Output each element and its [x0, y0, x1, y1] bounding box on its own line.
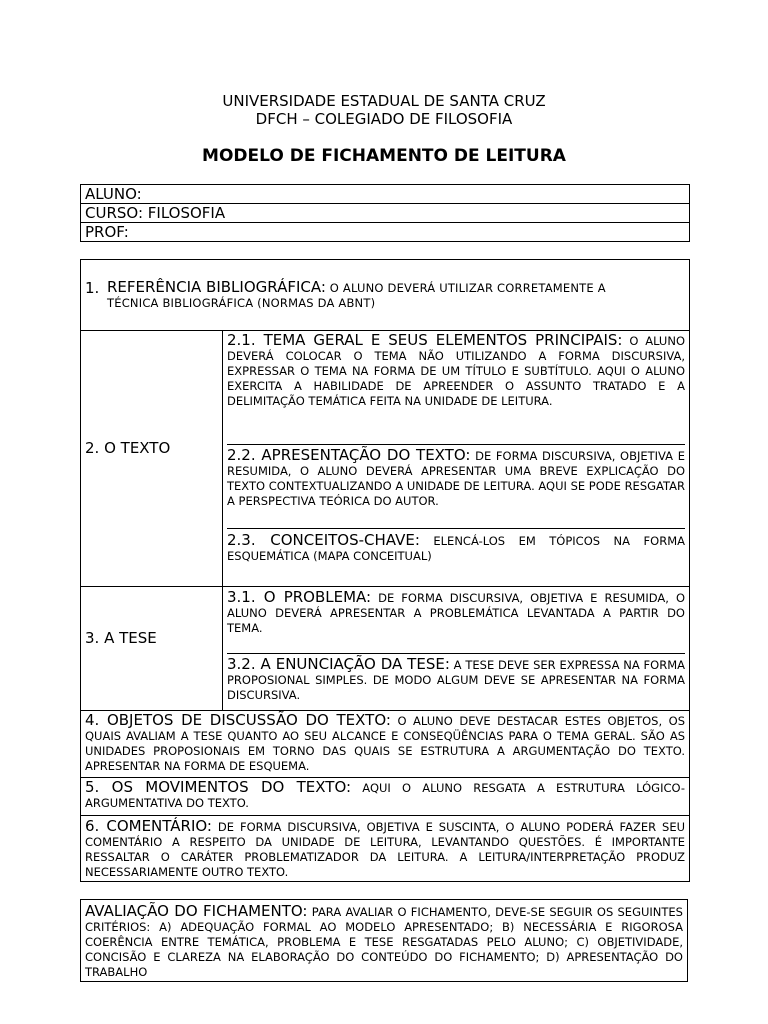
section-label: 5. OS MOVIMENTOS DO TEXTO: [85, 778, 352, 796]
subsection-label: 2.2. APRESENTAÇÃO DO TEXTO: [227, 446, 471, 464]
section-label: 6. COMENTÁRIO: [85, 817, 212, 835]
section-thesis [81, 586, 689, 710]
section-text: O ALUNO DEVE DESTACAR ESTES OBJETOS, OS QUAIS AVALIAM A TESE QUANTO AO SEU ALCANCE E CONSEQÜÊNCIAS PARA O TEMA GERAL. SÃO AS UNIDADES PROPOSIONAIS EM TORNO DAS QUAIS SE ESTRUTURA A ARGUMENTAÇÃO DO TEXTO. APRESENTAR NA FORMA DE ESQUEMA. [85, 714, 685, 773]
section-label: 3. A TESE [85, 629, 157, 647]
department-name: DFCH – COLEGIADO DE FILOSOFIA [255, 110, 513, 128]
professor-field[interactable]: PROF: [85, 223, 129, 241]
subsection-text: DE FORMA DISCURSIVA, OBJETIVA E RESUMIDA, O ALUNO DEVERÁ APRESENTAR UMA BREVE EXPLICAÇÃO DO TEXTO CONTEXTUALIZANDO A UNIDADE DE LEITURA. AQUI SE PODE RESGATAR A PERSPECTIVA TEÓRICA DO AUTOR. [227, 449, 685, 508]
section-text-continued: TÉCNICA BIBLIOGRÁFICA (NORMAS DA ABNT) [107, 296, 376, 310]
section-commentary [81, 815, 689, 881]
subsection-label: 3.2. A ENUNCIAÇÃO DA TESE: [227, 655, 450, 673]
subsection-problem [227, 590, 685, 636]
evaluation-box [80, 899, 688, 982]
section-text: AQUI O ALUNO RESGATA A ESTRUTURA LÓGICO-ARGUMENTATIVA DO TEXTO. [85, 781, 686, 810]
section-label: 4. OBJETOS DE DISCUSSÃO DO TEXTO: [85, 711, 391, 729]
subsection-thesis-statement [227, 657, 685, 703]
student-info-table [80, 184, 690, 242]
section-label: 2. O TEXTO [85, 439, 171, 457]
section-text [81, 330, 689, 586]
subsection-text: A TESE DEVE SER EXPRESSA NA FORMA PROPOSIONAL SIMPLES. DE MODO ALGUM DEVE SE APRESENTAR NA FORMA DISCURSIVA. [227, 658, 685, 702]
divider [227, 444, 685, 445]
subsection-theme [227, 333, 685, 409]
section-label-cell [81, 587, 223, 710]
evaluation-text: PARA AVALIAR O FICHAMENTO, DEVE-SE SEGUIR OS SEGUINTES CRITÉRIOS: A) ADEQUAÇÃO FORMAL AO MODELO APRESENTADO; B) NECESSÁRIA E RIGOROSA COERÊNCIA ENTRE TEMÁTICA, PROBLEMA E TESE RESGATADAS PELO ALUNO; C) OBJETIVIDADE, CONCISÃO E CLAREZA NA ELABORAÇÃO DO CONTEÚDO DO FICHAMENTO; D) APRESENTAÇÃO DO TRABALHO [85, 905, 683, 979]
subsection-label: 3.1. O PROBLEMA: [227, 588, 372, 606]
section-discussion-objects [81, 710, 689, 777]
subsection-presentation [227, 448, 685, 509]
section-number: 1. [85, 279, 100, 297]
university-name: UNIVERSIDADE ESTADUAL DE SANTA CRUZ [222, 92, 546, 110]
section-reference [81, 260, 689, 330]
subsection-label: 2.1. TEMA GERAL E SEUS ELEMENTOS PRINCIPAIS: [227, 331, 623, 349]
evaluation-label: AVALIAÇÃO DO FICHAMENTO: [85, 902, 308, 920]
divider [227, 528, 685, 529]
section-text-movements [81, 777, 689, 815]
divider [227, 653, 685, 654]
section-label: REFERÊNCIA BIBLIOGRÁFICA: [107, 278, 326, 296]
subsection-key-concepts [227, 533, 685, 564]
subsection-label: 2.3. CONCEITOS-CHAVE: [227, 531, 420, 549]
section-label-cell [81, 331, 223, 586]
subsection-text: ELENCÁ-LOS EM TÓPICOS NA FORMA ESQUEMÁTICA (MAPA CONCEITUAL) [227, 534, 685, 563]
section-text: O ALUNO DEVERÁ UTILIZAR CORRETAMENTE A [325, 281, 606, 295]
section-text: DE FORMA DISCURSIVA, OBJETIVA E SUSCINTA, O ALUNO PODERÁ FAZER SEU COMENTÁRIO A RESPEITO DA UNIDADE DE LEITURA, LEVANTANDO QUESTÕES. É IMPORTANTE RESSALTAR O CARÁTER PROBLEMATIZADOR DA LEITURA. A LEITURA/INTERPRETAÇÃO PRODUZ NECESSARIAMENTE OUTRO TEXTO. [85, 820, 685, 879]
page-title: MODELO DE FICHAMENTO DE LEITURA [202, 146, 566, 166]
subsection-text: O ALUNO DEVERÁ COLOCAR O TEMA NÃO UTILIZANDO A FORMA DISCURSIVA, EXPRESSAR O TEMA NA FORMA DE UM TÍTULO E SUBTÍTULO. AQUI O ALUNO EXERCITA A HABILIDADE DE APREENDER O ASSUNTO TRATADO E A DELIMITAÇÃO TEMÁTICA FEITA NA UNIDADE DE LEITURA. [227, 334, 686, 408]
reading-form-table [80, 259, 690, 882]
subsection-text: DE FORMA DISCURSIVA, OBJETIVA E RESUMIDA, O ALUNO DEVERÁ APRESENTAR A PROBLEMÁTICA LEVANTADA A PARTIR DO TEMA. [227, 591, 686, 635]
course-field[interactable]: CURSO: FILOSOFIA [81, 204, 689, 223]
student-name-field[interactable]: ALUNO: [81, 185, 689, 204]
